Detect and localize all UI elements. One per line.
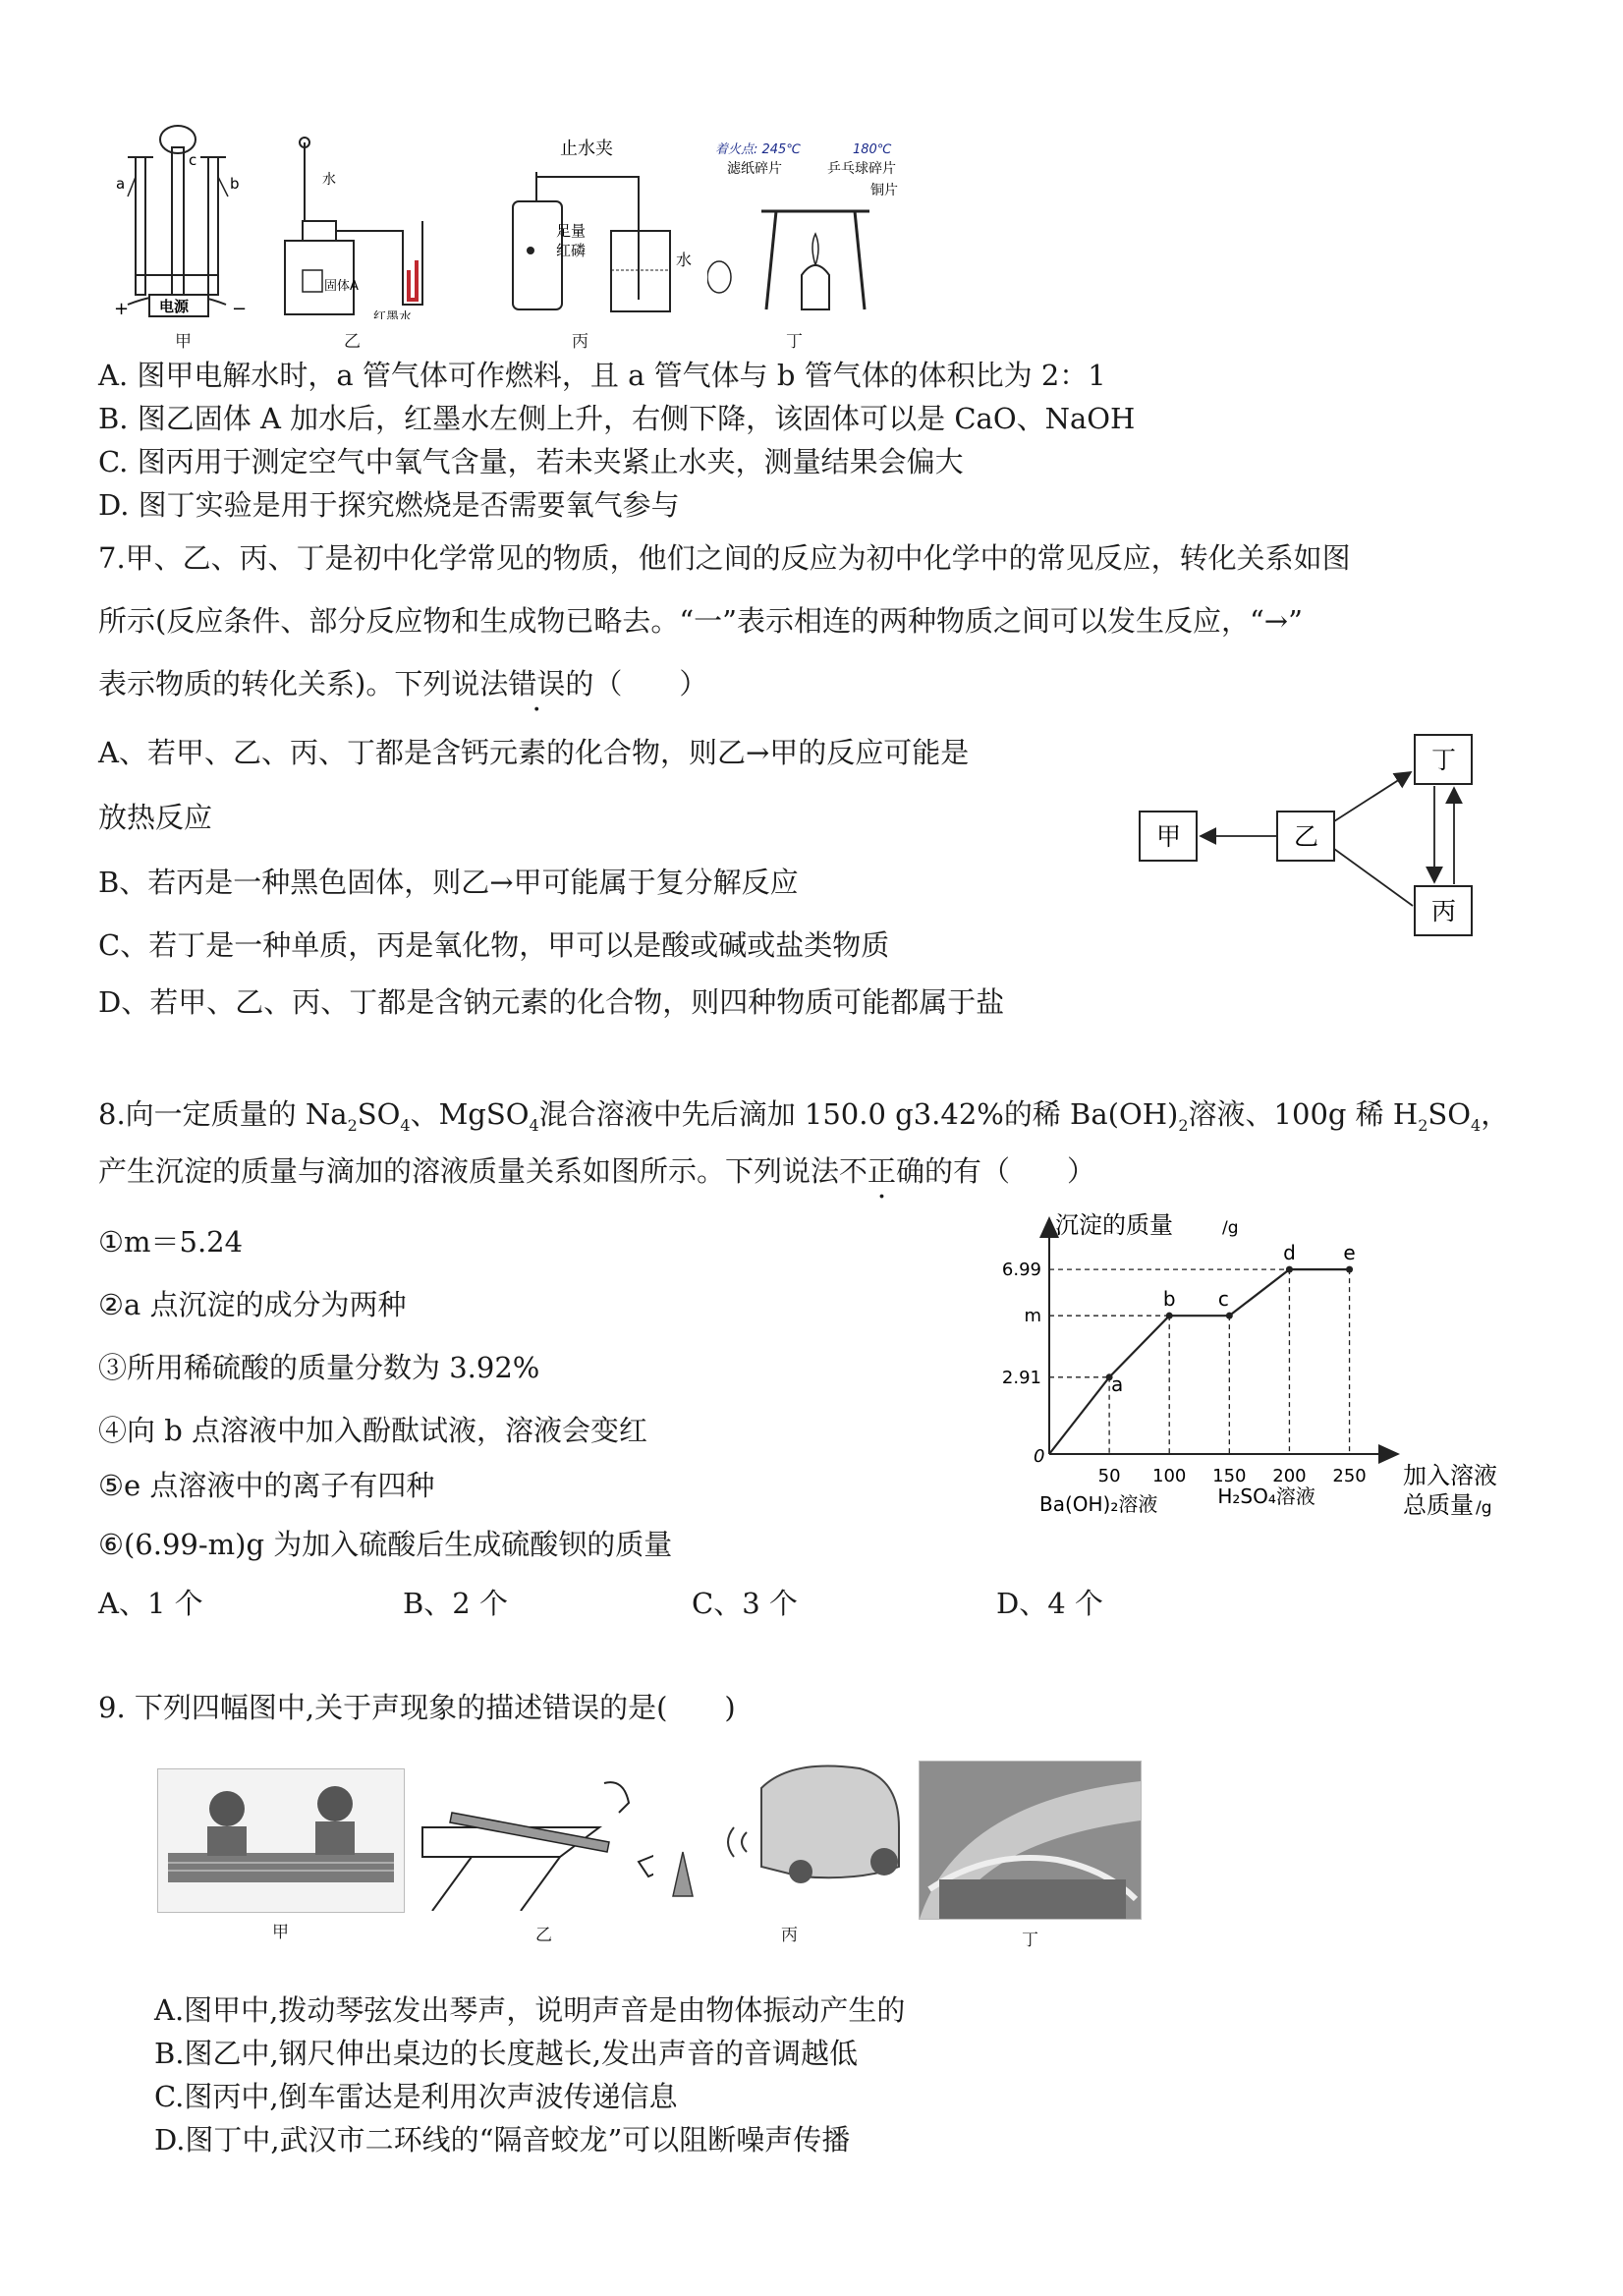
data-point-b bbox=[1166, 1313, 1173, 1319]
label-c: c bbox=[189, 151, 197, 169]
oxygen-measurement-apparatus bbox=[501, 133, 698, 319]
node-jia: 甲 bbox=[1156, 822, 1182, 851]
label-a: a bbox=[116, 175, 126, 193]
q8-item-2: ②a 点沉淀的成分为两种 bbox=[98, 1288, 407, 1321]
q8-stem-line-1: 8.向一定质量的 $Na_2SO_4$、MgSO$_4$混合溶液中先后滴加 150.0 g3.42%的稀 $Ba(OH)_2$溶液、100g 稀 $H_2SO_4$， bbox=[98, 1097, 1510, 1135]
label-minus: − bbox=[232, 299, 248, 319]
q7-option-a-line-1: A、若甲、乙、丙、丁都是含钙元素的化合物，则乙→甲的反应可能是 bbox=[98, 736, 970, 769]
figure-jia-electrolysis bbox=[108, 118, 255, 324]
x-axis-label-2: 总质量 bbox=[1403, 1491, 1474, 1519]
q7-option-a-line-2: 放热反应 bbox=[98, 801, 213, 834]
x-tick-label: 100 bbox=[1152, 1466, 1187, 1486]
q8-choice-d: D、4 个 bbox=[996, 1587, 1103, 1620]
q9-caption-yi: 乙 bbox=[535, 1926, 552, 1945]
photo-yi-ruler bbox=[413, 1768, 688, 1911]
label-ignite-2: 180℃ bbox=[853, 142, 892, 157]
q8-item-5: ⑤e 点溶液中的离子有四种 bbox=[98, 1469, 435, 1502]
caption-jia: 甲 bbox=[175, 332, 192, 352]
node-bing: 丙 bbox=[1431, 897, 1457, 925]
label-bing-water: 水 bbox=[676, 251, 693, 269]
q9-option-d: D.图丁中,武汉市二环线的“隔音蛟龙”可以阻断噪声传播 bbox=[154, 2123, 851, 2156]
q8-emphasis: 不正确 bbox=[839, 1154, 925, 1188]
label-clamp: 止水夹 bbox=[560, 139, 613, 159]
region-label-h2so4: H₂SO₄溶液 bbox=[1217, 1484, 1315, 1508]
label-power: 电源 bbox=[159, 298, 190, 315]
q9-option-c: C.图丙中,倒车雷达是利用次声波传递信息 bbox=[154, 2080, 678, 2113]
q7-stem-line-3: 表示物质的转化关系)。下列说法错误的（ ） bbox=[98, 664, 707, 703]
point-label-b: b bbox=[1162, 1287, 1176, 1312]
x-tick-label: 250 bbox=[1332, 1466, 1367, 1486]
q7-option-b: B、若丙是一种黑色固体，则乙→甲可能属于复分解反应 bbox=[98, 866, 799, 899]
label-solid: 固体A bbox=[324, 279, 359, 294]
q7-relation-diagram bbox=[1130, 727, 1493, 943]
x-axis-label-1: 加入溶液 bbox=[1403, 1462, 1497, 1489]
label-ball: 乒乓球碎片 bbox=[827, 161, 896, 177]
x-tick-label: 50 bbox=[1097, 1466, 1121, 1486]
q8-choice-c: C、3 个 bbox=[692, 1587, 798, 1620]
label-paper: 滤纸碎片 bbox=[727, 161, 782, 177]
point-label-a: a bbox=[1110, 1372, 1124, 1396]
photo-jia-guzheng bbox=[157, 1768, 405, 1913]
q9-option-b: B.图乙中,钢尺伸出桌边的长度越长,发出声音的音调越低 bbox=[154, 2037, 858, 2070]
y-tick-label: 6.99 bbox=[1002, 1260, 1041, 1281]
photo-ding-sound-barrier bbox=[919, 1761, 1142, 1920]
label-copper: 铜片 bbox=[870, 183, 898, 198]
series-line bbox=[1049, 1269, 1350, 1454]
electrolysis-apparatus bbox=[108, 118, 255, 324]
q8-choice-a: A、1 个 bbox=[98, 1587, 203, 1620]
q9-caption-jia: 甲 bbox=[272, 1923, 289, 1942]
combustion-apparatus bbox=[707, 138, 923, 314]
label-b: b bbox=[230, 175, 240, 193]
label-phos-1: 足量 bbox=[556, 222, 587, 240]
q6-option-d: D. 图丁实验是用于探究燃烧是否需要氧气参与 bbox=[98, 488, 680, 522]
label-ignite: 着火点: 245℃ bbox=[715, 142, 801, 157]
x-tick-label: 200 bbox=[1272, 1466, 1307, 1486]
label-plus: + bbox=[114, 299, 130, 319]
point-label-c: c bbox=[1217, 1287, 1229, 1312]
q7-option-c: C、若丁是一种单质，丙是氧化物，甲可以是酸或碱或盐类物质 bbox=[98, 928, 890, 962]
label-ink: 红墨水 bbox=[373, 310, 413, 319]
q8-precipitate-chart bbox=[1002, 1208, 1533, 1533]
q8-choice-b: B、2 个 bbox=[403, 1587, 508, 1620]
y-tick-label: m bbox=[1024, 1306, 1041, 1327]
data-point-c bbox=[1226, 1313, 1233, 1319]
chart-svg bbox=[1002, 1208, 1533, 1533]
q9-option-a: A.图甲中,拨动琴弦发出琴声，说明声音是由物体振动产生的 bbox=[154, 1993, 906, 2027]
figure-bing-oxygen bbox=[501, 133, 698, 319]
data-point-d bbox=[1286, 1266, 1293, 1273]
node-yi: 乙 bbox=[1294, 822, 1319, 851]
q8-item-4: ④向 b 点溶液中加入酚酞试液，溶液会变红 bbox=[98, 1414, 648, 1447]
label-phos-2: 红磷 bbox=[556, 242, 587, 259]
q9-caption-ding: 丁 bbox=[1022, 1931, 1038, 1950]
region-label-baoh2: Ba(OH)₂溶液 bbox=[1039, 1492, 1158, 1516]
y-axis-label: 沉淀的质量 bbox=[1055, 1211, 1173, 1239]
arrow-yi-to-ding bbox=[1334, 772, 1411, 821]
photo-bing-car-radar bbox=[653, 1759, 909, 1911]
solid-water-apparatus bbox=[275, 133, 472, 319]
node-ding: 丁 bbox=[1431, 746, 1457, 774]
q9-caption-bing: 丙 bbox=[781, 1926, 798, 1945]
q9-stem: 9. 下列四幅图中,关于声现象的描述错误的是( ) bbox=[98, 1691, 736, 1724]
q8-item-6: ⑥(6.99-m)g 为加入硫酸后生成硫酸钡的质量 bbox=[98, 1528, 673, 1561]
figure-yi-solid-water bbox=[275, 133, 472, 319]
q6-option-c: C. 图丙用于测定空气中氧气含量，若未夹紧止水夹，测量结果会偏大 bbox=[98, 445, 964, 478]
point-label-d: d bbox=[1283, 1241, 1296, 1265]
q8-item-3: ③所用稀硫酸的质量分数为 3.92% bbox=[98, 1351, 540, 1384]
caption-yi: 乙 bbox=[344, 332, 361, 352]
q7-stem-line-1: 7.甲、乙、丙、丁是初中化学常见的物质，他们之间的反应为初中化学中的常见反应，转化关系如图 bbox=[98, 541, 1351, 575]
figure-ding-combustion bbox=[707, 138, 923, 314]
q8-stem-line-2: 产生沉淀的质量与滴加的溶液质量关系如图所示。下列说法不正确的有（ ） bbox=[98, 1151, 1095, 1191]
data-point-e bbox=[1346, 1266, 1353, 1273]
line-yi-bing bbox=[1334, 849, 1413, 906]
q6-option-a: A. 图甲电解水时，a 管气体可作燃料，且 a 管气体与 b 管气体的体积比为 2：1 bbox=[98, 359, 1106, 392]
caption-bing: 丙 bbox=[572, 332, 588, 352]
x-tick-label: 150 bbox=[1212, 1466, 1247, 1486]
y-tick-label: 2.91 bbox=[1002, 1367, 1041, 1388]
x-axis-unit: /g bbox=[1476, 1498, 1492, 1518]
label-water: 水 bbox=[322, 172, 336, 188]
q7-option-d: D、若甲、乙、丙、丁都是含钠元素的化合物，则四种物质可能都属于盐 bbox=[98, 985, 1005, 1019]
origin-label: 0 bbox=[1034, 1446, 1045, 1467]
y-axis-unit: /g bbox=[1222, 1218, 1239, 1238]
q7-stem-line-2: 所示(反应条件、部分反应物和生成物已略去。“一”表示相连的两种物质之间可以发生反应，“→” bbox=[98, 604, 1303, 638]
q8-item-1: ①m＝5.24 bbox=[98, 1225, 244, 1259]
q6-option-b: B. 图乙固体 A 加水后，红墨水左侧上升，右侧下降，该固体可以是 CaO、NaOH bbox=[98, 402, 1136, 435]
point-label-e: e bbox=[1343, 1241, 1356, 1265]
caption-ding: 丁 bbox=[786, 332, 803, 352]
q7-emphasis: 错误 bbox=[508, 667, 566, 700]
